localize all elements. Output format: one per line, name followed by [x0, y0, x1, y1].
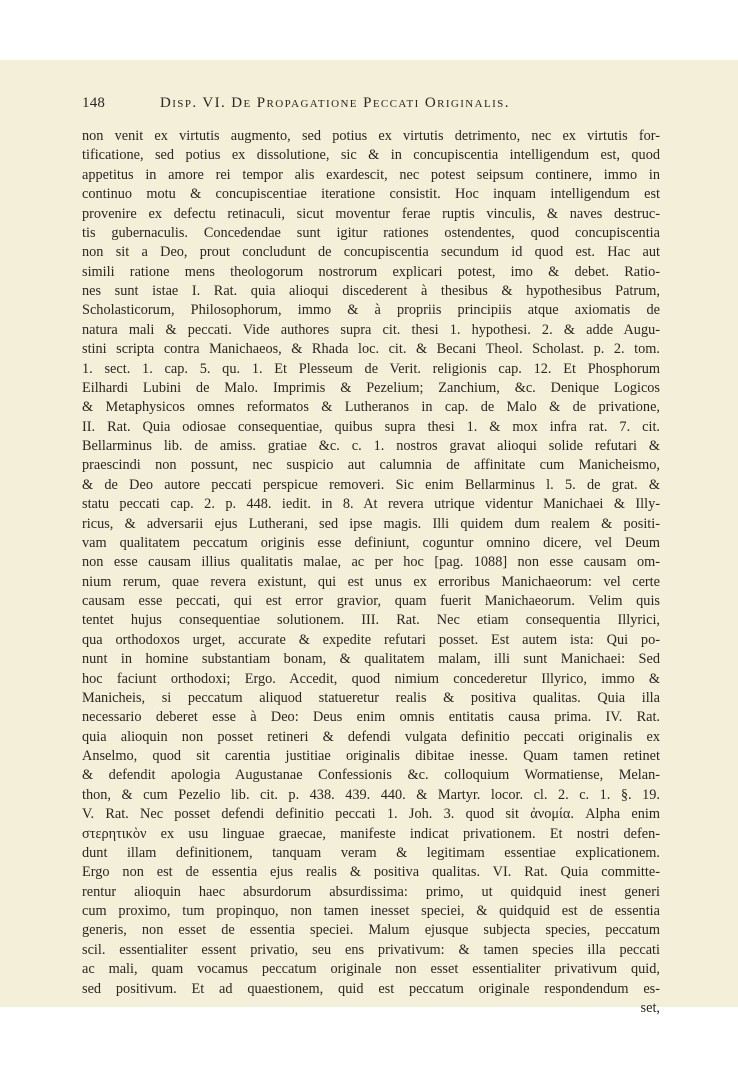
text-line: & de Deo autore peccati perspicue removeri. Sic enim Bellarminus l. 5. de grat. &: [82, 476, 660, 493]
text-line: sed positivum. Et ad quaestionem, quid est peccatum originale respondendum es-: [82, 980, 660, 997]
body-text: [82, 127, 660, 1018]
text-line: Anselmo, quod sit carentia justitiae originalis dibitae inesse. Quam tamen retinet: [82, 748, 660, 764]
text-line: generis, non esset de essentia speciei. Malum ejusque subjecta species, peccatum: [82, 922, 660, 939]
text-line: nium rerum, quae revera existunt, qui est unus ex erroribus Manichaeorum: vel certe: [82, 573, 660, 590]
text-line: non esse causam illius qualitatis malae, ac per hoc [pag. 1088] non esse causam om-: [82, 554, 660, 571]
text-line: causam esse peccati, qui est error gravior, quam fuerit Manichaeorum. Velim quis: [82, 593, 660, 609]
page-number: 148: [82, 95, 106, 111]
text-line: tentet hujus consequentiae solutionem. III. Rat. Nec etiam consequentia Illyrici,: [82, 612, 660, 629]
page-header: [82, 95, 660, 115]
text-line: set,: [640, 999, 660, 1016]
text-line: statu peccati cap. 2. p. 448. iedit. in 8. At revera utrique videntur Manichaei & Illy-: [82, 496, 660, 513]
text-line: praescindi non possunt, nec suspicio aut calumnia de affinitate cum Manicheismo,: [82, 457, 660, 474]
text-line: nunt in homine substantiam bonam, & qualitatem malam, illi sunt Manichaei: Sed: [82, 651, 660, 668]
text-line: hoc faciunt orthodoxi; Ergo. Accedit, quod nimium concederetur Illyrico, immo &: [82, 670, 660, 687]
text-line: tis gubernaculis. Concedendae sunt igitur rationes ostendentes, quod concupiscentia: [82, 224, 660, 241]
text-line: Ergo non est de essentia ejus realis & positiva qualitas. VI. Rat. Quia committe-: [82, 864, 660, 881]
text-line: Eilhardi Lubini de Malo. Imprimis & Pezelium; Zanchium, &c. Denique Logicos: [82, 379, 660, 396]
text-line: quia alioquin non posset retineri & defendi vulgata definitio peccati originalis ex: [82, 728, 660, 745]
text-line: Bellarminus lib. de amiss. gratiae &c. c. 1. nostros gravat alioqui solide refutari &: [82, 438, 660, 454]
text-line: appetitus in amore rei tempor alis exardescit, nec potest seipsum continere, immo in: [82, 166, 660, 183]
text-line: scil. essentialiter essent privatio, seu ens privativum: & tamen species illa peccati: [82, 941, 660, 958]
text-line: simili ratione mens theologorum nostrorum explicari potest, imo & debet. Ratio-: [82, 263, 660, 280]
text-line: rentur alioquin haec absurdorum absurdissima: primo, ut quidquid inest generi: [82, 883, 660, 900]
text-line: Scholasticorum, Philosophorum, immo & à propriis principiis atque axiomatis de: [82, 302, 660, 319]
text-line: thon, & cum Pezelio lib. cit. p. 438. 439. 440. & Martyr. locor. cl. 2. c. 1. §. 19.: [82, 786, 660, 803]
text-line: & defendit apologia Augustanae Confessionis &c. colloquium Wormatiense, Melan-: [82, 767, 660, 784]
text-line: stini scripta contra Manichaeos, & Rhada loc. cit. & Becani Theol. Scholast. p. 2. tom.: [82, 341, 660, 358]
text-line: ac mali, quam vocamus peccatum originale non esset essentialiter privativum quid,: [82, 961, 660, 978]
text-line: ricus, & adversarii ejus Lutherani, sed ipse magis. Illi quidem dum realem & positi-: [82, 515, 660, 532]
text-line: necessario deberet esse à Deo: Deus enim omnis entitatis causa prima. IV. Rat.: [82, 709, 660, 726]
text-line: vam qualitatem peccatum originis esse definiunt, coguntur omnino dicere, vel Deum: [82, 534, 660, 551]
text-line: qua orthodoxos urget, accurate & expedite refutari posset. Est autem ista: Qui po-: [82, 631, 660, 648]
text-line: cum proximo, tum propinquo, non tamen inesset speciei, & quidquid est de essentia: [82, 903, 660, 919]
text-line: V. Rat. Nec posset defendi definitio peccati 1. Joh. 3. quod sit ἀνομία. Alpha enim: [82, 806, 660, 823]
text-line: 1. sect. 1. cap. 5. qu. 1. Et Plesseum de Verit. religionis cap. 12. Et Phosphorum: [82, 360, 660, 377]
text-line: dunt illam definitionem, tanquam veram & legitimam essentiae explicationem.: [82, 844, 660, 861]
text-line: στερητικὸν ex usu linguae graecae, manifeste indicat privationem. Et nostri defen-: [82, 825, 660, 842]
text-line: non venit ex virtutis augmento, sed potius ex virtutis detrimento, nec ex virtutis for-: [82, 128, 660, 144]
text-line: provenire ex defectu retinaculi, sicut moventur ferae ruptis vinculis, & naves destruc-: [82, 205, 660, 222]
text-line: continuo motu & concupiscentiae iteratione consistit. Hoc inquam intelligendum est: [82, 186, 660, 203]
text-line: non sit a Deo, prout concludunt de concupiscentia secundum id quod est. Hac aut: [82, 244, 660, 261]
running-title: Disp. VI. De Propagatione Peccati Originalis.: [160, 95, 510, 111]
text-line: tificatione, sed potius ex dissolutione, sic & in concupiscentia intelligendum est, quod: [82, 147, 660, 164]
text-line: nes sunt istae I. Rat. quia alioqui discederent à thesibus & hypothesibus Patrum,: [82, 283, 660, 299]
text-line: II. Rat. Quia odiosae consequentiae, quibus supra thesi 1. & mox infra rat. 7. cit.: [82, 418, 660, 435]
text-line: natura mali & peccati. Vide authores supra cit. thesi 1. hypothesi. 2. & adde Augu-: [82, 321, 660, 338]
text-line: & Metaphysicos omnes reformatos & Lutheranos in cap. de Malo & de privatione,: [82, 399, 660, 416]
text-line: Manicheis, si peccatum aliquod statueretur realis & positiva qualitas. Quia illa: [82, 689, 660, 706]
